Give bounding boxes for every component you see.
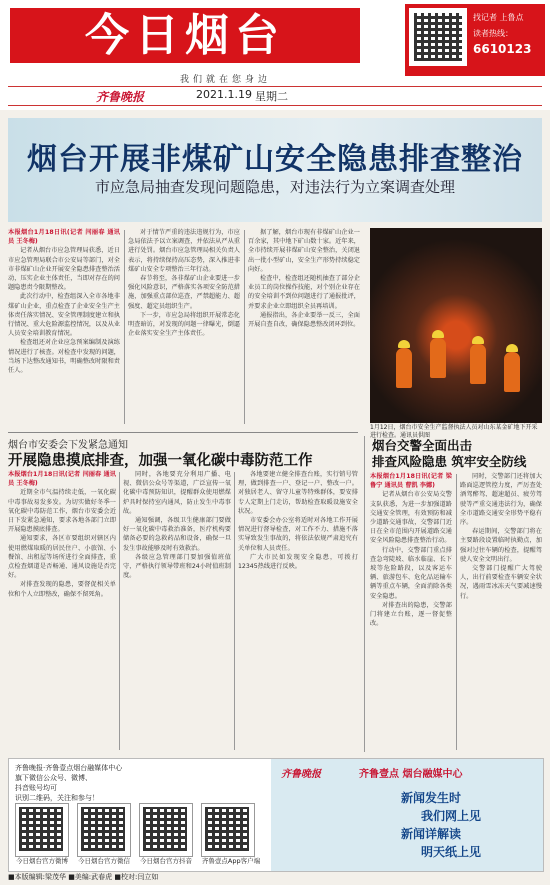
article3-byline: 本报烟台1月18日讯(记者 梁鲁宁 通讯员 曹凯 李娜) <box>370 473 452 490</box>
paragraph: 各级应急管理部门要加强值班值守，严格执行领导带班和24小时值班制度。 <box>123 553 231 580</box>
qr-label-line: 官方微信 <box>104 857 130 865</box>
qr-code-icon <box>77 803 131 857</box>
paragraph: 据了解，烟台市现有非煤矿山企业一百余家，其中地下矿山数十家。近年来，全市持续开展非煤矿山安全整治，关闭退出一批小型矿山，安全生产形势持续稳定向好。 <box>248 229 360 273</box>
article2-column-2 <box>123 470 231 752</box>
inspector-figure <box>396 348 412 388</box>
mine-inspection-photo <box>370 228 542 423</box>
article2-byline: 本报烟台1月18日讯(记者 闫丽春 通讯员 王冬梅) <box>8 471 116 488</box>
hotline-number: 6610123 <box>473 42 532 56</box>
qr-label <box>201 857 261 866</box>
paragraph: 通知强调，各级卫生健康部门要做好一氧化碳中毒救治准备，医疗机构要储备必要的急救药品和设备，确保一旦发生事故能够及时有效救治。 <box>123 517 231 552</box>
paragraph: 春运期间，交警部门将在主要路段设置临时执勤点，加强对过往车辆的检查，提醒驾驶人安全文明出行。 <box>460 528 542 563</box>
hotline-line-2: 读者热线： <box>473 29 513 38</box>
hotline-line-1: 找记者 上鲁点 <box>473 13 524 22</box>
helmet-icon <box>432 330 444 338</box>
column-divider <box>119 472 120 750</box>
paragraph: 交警部门提醒广大驾驶人，出行前要检查车辆安全状况，遇雨雪冰冻天气要减速慢行。 <box>460 565 542 600</box>
qr-code-icon <box>139 803 193 857</box>
qr-code-icon <box>409 8 467 66</box>
article2-column-3 <box>238 470 358 752</box>
column-divider <box>244 230 245 424</box>
paragraph: 检查中，检查组还随机抽查了部分企业员工的岗位操作技能，对个别企业存在的安全培训不到位问题进行了通报批评，并要求企业立即组织全员再培训。 <box>248 275 360 310</box>
section-rule <box>8 432 358 433</box>
qr-label <box>15 857 69 866</box>
footer-intro-line: 齐鲁晚报·齐鲁壹点烟台融媒体中心 <box>15 764 123 772</box>
article3-kicker: 烟台交警全面出击 <box>372 438 473 453</box>
article1-byline: 本报烟台1月18日讯(记者 闫丽春 通讯员 王冬梅) <box>8 229 120 246</box>
qr-label-line: 今日烟台 <box>78 857 104 865</box>
inspector-figure <box>430 338 446 378</box>
footer-paper-logo: 齐鲁晚报 <box>281 769 321 780</box>
qr-label-line: 齐鲁壹点 <box>201 857 228 865</box>
paragraph: 各地要建立健全排查台账，实行销号管理，做到排查一户、登记一户、整改一户。对独居老人、留守儿童等特殊群体，要安排专人定期上门走访，帮助检查取暖设施安全状况。 <box>238 471 358 515</box>
paragraph: 近期全市气温持续走低，一氧化碳中毒事故易发多发。为切实做好冬季一氧化碳中毒防范工作，烟台市安委会近日下发紧急通知，要求各地各部门立即开展隐患摸底排查。 <box>8 489 116 534</box>
paragraph: 春节将至，各非煤矿山企业要进一步强化风险意识，严格落实各项安全防范措施，加强重点部位巡查，严禁超能力、超强度、超定员组织生产。 <box>128 275 240 310</box>
paragraph: 下一步，市应急局将组织开展常态化明查暗访，对发现的问题一律曝光，倒逼企业落实安全生产主体责任。 <box>128 311 240 338</box>
column-divider <box>456 474 457 750</box>
paper-mark: 齐鲁晚报 <box>96 90 145 104</box>
column-divider <box>234 472 235 750</box>
footer-intro-line: 旗下微信公众号、微博、 <box>15 774 92 782</box>
paragraph: 此次行动中，检查组深入全市各地非煤矿山企业，重点检查了企业安全生产主体责任落实情况、安全管理制度建立和执行情况、重大危险源监控情况，以及从业人员安全培训教育情况。 <box>8 293 120 338</box>
footer-advertisement <box>8 758 544 872</box>
article1-column-3 <box>248 228 360 426</box>
slogan-line: 明天纸上见 <box>421 845 482 859</box>
footer-intro-line: 抖音账号均可 <box>15 784 57 792</box>
paragraph: 对排查出的隐患，交警部门将建立台账，逐一督促整改。 <box>370 601 452 628</box>
qr-label <box>139 857 193 866</box>
article1-column-2 <box>128 228 240 426</box>
qr-label-line: 今日烟台 <box>140 857 166 865</box>
issue-date: 2021.1.19 <box>196 88 252 101</box>
photo-caption: 1月12日，烟台市安全生产监督执法人员对山东某金矿地下开采进行检查。通讯员供图 <box>370 424 538 439</box>
helmet-icon <box>472 336 484 344</box>
column-divider <box>124 230 125 424</box>
footer-intro-line: 识别二维码，关注和参与！ <box>15 794 99 802</box>
qr-label-line: 今日烟台 <box>16 857 42 865</box>
paragraph: 通报指出，各企业要举一反三，全面开展自查自改，确保隐患整改闭环到位。 <box>248 311 360 329</box>
article2-column-1 <box>8 470 116 752</box>
paragraph: 同时，交警部门还将加大路面巡逻管控力度，严厉查处酒驾醉驾、超速超员、疲劳驾驶等严重交通违法行为，确保全市道路交通安全形势平稳有序。 <box>460 473 542 527</box>
paragraph: 记者从烟台市公安局交警支队获悉，为进一步加强道路交通安全管理，有效预防和减少道路交通事故，交警部门近日在全市范围内开展道路交通安全风险隐患排查整治行动。 <box>370 491 452 545</box>
qr-code-icon <box>15 803 69 857</box>
qr-label-line: App客户端 <box>227 857 261 865</box>
inspector-figure <box>470 344 486 384</box>
logo-text: 今日烟台 <box>85 10 285 61</box>
slogan-line: 新闻详解读 <box>401 827 462 841</box>
slogan: 我们就在您身边 <box>180 75 272 85</box>
paragraph: 广大市民如发现安全隐患，可拨打12345热线进行反映。 <box>238 553 358 571</box>
paragraph: 市安委会办公室将适时对各地工作开展情况进行督导检查，对工作不力、措施不落实导致发生事故的，将依法依规严肃追究有关单位和人员责任。 <box>238 517 358 552</box>
article2-title: 开展隐患摸底排查，加强一氧化碳中毒防范工作 <box>8 452 313 469</box>
helmet-icon <box>398 340 410 348</box>
page-credits: ■本版编辑:梁茂华 ■美编:武春虎 ■校对:闫立如 <box>8 873 159 881</box>
article3-title: 排查风险隐患 筑牢安全防线 <box>372 454 527 469</box>
reader-hotline-box <box>405 4 545 76</box>
article2-kicker: 烟台市安委会下发紧急通知 <box>8 440 128 451</box>
footer-slogan-panel <box>271 759 543 871</box>
paragraph: 通知要求，各区市要组织对辖区内使用燃煤取暖的居民住户、小旅馆、小餐馆、出租屋等场所进行全面排查，重点检查烟道是否畅通、通风设施是否完好。 <box>8 535 116 580</box>
paragraph: 行动中，交警部门重点排查急弯陡坡、临水临崖、长下坡等危险路段，以及客运车辆、旅游包车、危化品运输车辆等重点车辆，全面消除各类安全隐患。 <box>370 546 452 600</box>
section-divider <box>364 436 365 752</box>
qr-code-icon <box>201 803 255 857</box>
qr-label <box>77 857 131 866</box>
article3-column-2 <box>460 472 542 752</box>
helmet-icon <box>506 344 518 352</box>
slogan-line: 我们网上见 <box>421 809 482 823</box>
article1-column-1 <box>8 228 120 426</box>
article3-column-1 <box>370 472 452 752</box>
slogan-line: 新闻发生时 <box>401 791 462 805</box>
paragraph: 检查组还对企业应急预案编制及演练情况进行了核查。对检查中发现的问题，当场下达整改通知书，明确整改时限和责任人。 <box>8 339 120 375</box>
newspaper-logo <box>10 8 360 63</box>
paragraph: 记者从烟台市应急管理局获悉，近日市应急管理局联合市公安局等部门，对全市非煤矿山企业开展安全隐患排查整治活动，压实企业主体责任，当即对存在的问题隐患责令限期整改。 <box>8 247 120 292</box>
issue-weekday: 星期二 <box>255 90 288 103</box>
footer-intro <box>15 763 265 803</box>
paragraph: 对排查发现的隐患，要督促相关单位和个人立即整改，确保不留死角。 <box>8 581 116 598</box>
inspector-figure <box>504 352 520 392</box>
qr-label-line: 官方微博 <box>42 857 68 865</box>
paragraph: 对于情节严重的违法违规行为，市应急局依法予以立案调查，并依法从严从重进行处罚。烟台市应急管理局相关负责人表示，将持续保持高压态势，深入推进非煤矿山安全专项整治三年行动。 <box>128 229 240 273</box>
main-subheadline: 市应急局抽查发现问题隐患，对违法行为立案调查处理 <box>94 178 455 196</box>
footer-media-logo: 齐鲁壹点 烟台融媒中心 <box>359 769 463 780</box>
headline-banner <box>8 118 542 222</box>
paragraph: 同时，各地要充分利用广播、电视、微信公众号等渠道，广泛宣传一氧化碳中毒预防知识，提醒群众使用燃煤炉具时保持室内通风，防止发生中毒事故。 <box>123 471 231 515</box>
qr-label-line: 官方抖音 <box>166 857 192 865</box>
main-headline: 烟台开展非煤矿山安全隐患排查整治 <box>27 142 523 177</box>
